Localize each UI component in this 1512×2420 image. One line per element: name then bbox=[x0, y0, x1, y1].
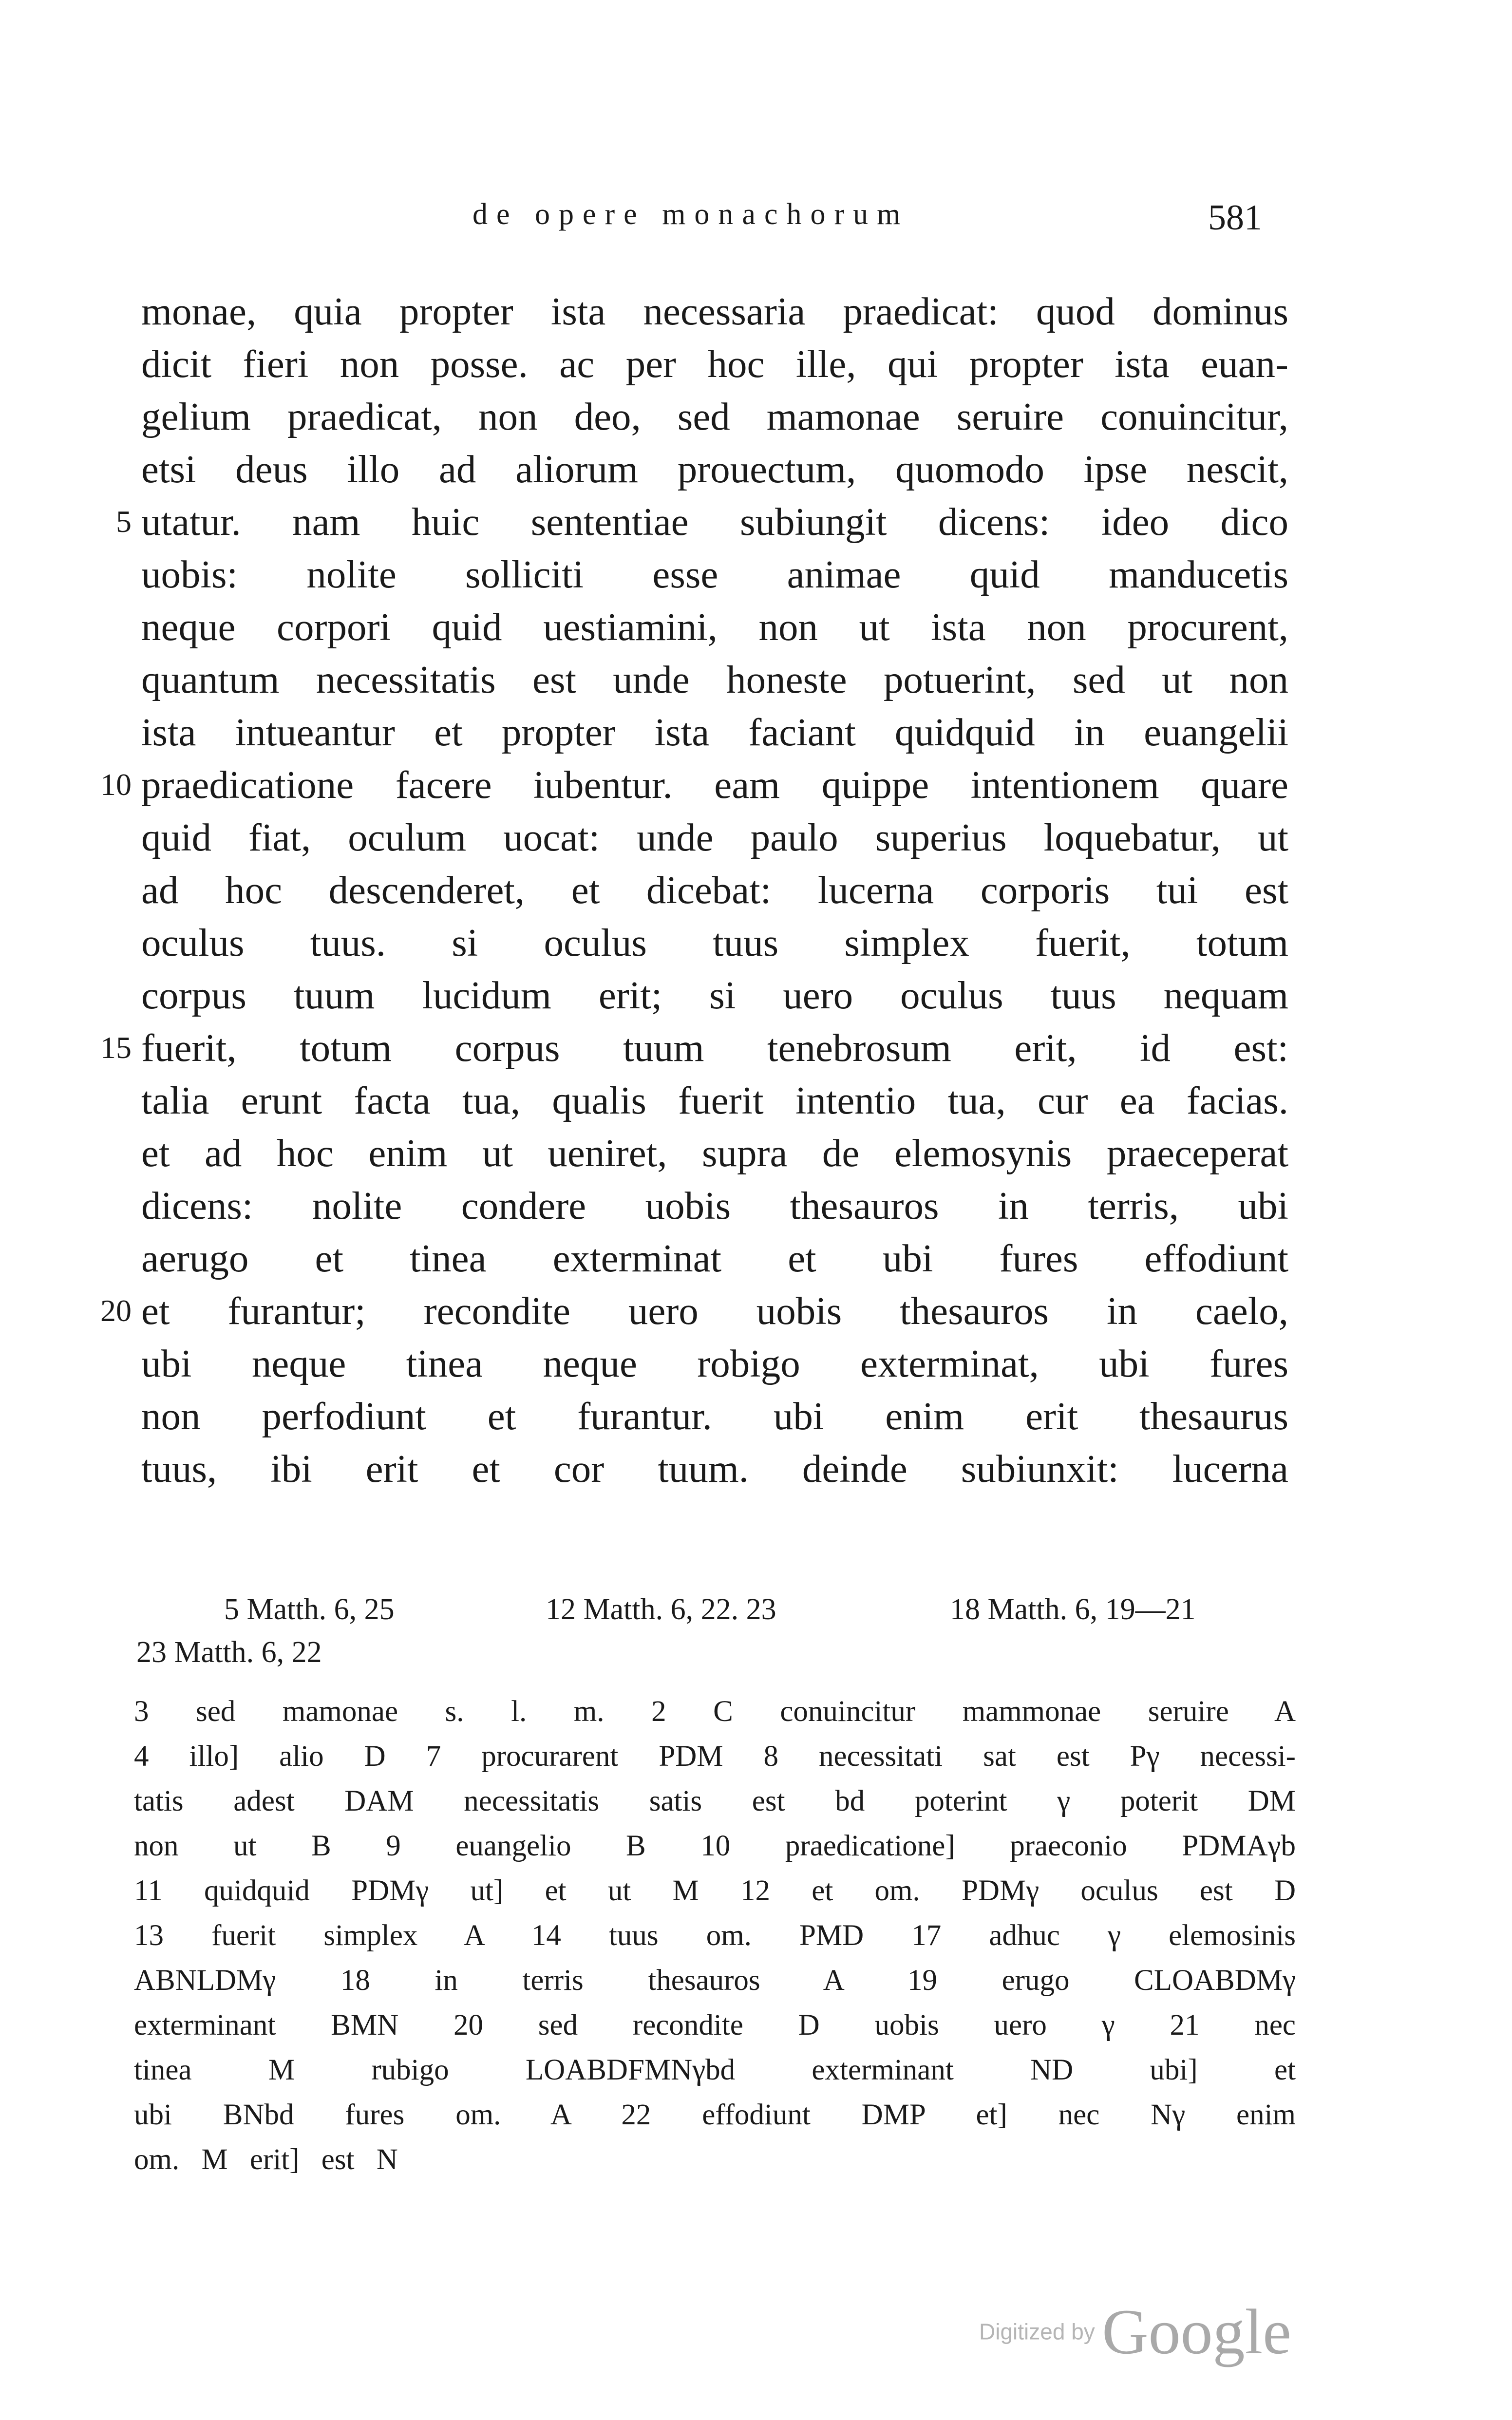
text-line: neque corpori quid uestiamini, non ut ista non procurent, bbox=[141, 605, 1288, 649]
scripture-references bbox=[136, 1588, 1296, 1674]
text-line: et furantur; recondite uero uobis thesauros in caelo, bbox=[141, 1289, 1288, 1333]
apparatus-line: non ut B 9 euangelio B 10 praedicatione] praeconio PDMAγb bbox=[134, 1830, 1296, 1862]
digitized-by-label: Digitized by bbox=[979, 2319, 1095, 2344]
reference: 12 Matth. 6, 22. 23 bbox=[546, 1593, 776, 1626]
text-line: ista intueantur et propter ista faciant quidquid in euangelii bbox=[141, 710, 1288, 754]
reference: 18 Matth. 6, 19—21 bbox=[950, 1593, 1196, 1626]
reference: 5 Matth. 6, 25 bbox=[224, 1593, 395, 1626]
text-line: monae, quia propter ista necessaria praedicat: quod dominus bbox=[141, 289, 1288, 333]
google-logo: Google bbox=[1102, 2296, 1291, 2367]
text-line: quantum necessitatis est unde honeste potuerint, sed ut non bbox=[141, 658, 1288, 701]
apparatus-line: exterminant BMN 20 sed recondite D uobis uero γ 21 nec bbox=[134, 2009, 1296, 2042]
apparatus-line: 3 sed mamonae s. l. m. 2 C conuincitur mammonae seruire A bbox=[134, 1695, 1296, 1728]
text-line: oculus tuus. si oculus tuus simplex fuerit, totum bbox=[141, 921, 1288, 964]
text-line: utatur. nam huic sententiae subiungit dicens: ideo dico bbox=[141, 500, 1288, 544]
reference-row bbox=[136, 1631, 1296, 1674]
apparatus-line: 13 fuerit simplex A 14 tuus om. PMD 17 adhuc γ elemosinis bbox=[134, 1919, 1296, 1952]
line-number: 5 bbox=[116, 504, 132, 539]
apparatus-line: tinea M rubigo LOABDFMNγbd exterminant ND ubi] et bbox=[134, 2054, 1296, 2086]
text-line: dicit fieri non posse. ac per hoc ille, qui propter ista euan- bbox=[141, 342, 1288, 386]
text-line: aerugo et tinea exterminat et ubi fures effodiunt bbox=[141, 1236, 1288, 1280]
text-line: praedicatione facere iubentur. eam quippe intentionem quare bbox=[141, 763, 1288, 807]
text-line: tuus, ibi erit et cor tuum. deinde subiunxit: lucerna bbox=[141, 1447, 1288, 1491]
text-line: fuerit, totum corpus tuum tenebrosum erit, id est: bbox=[141, 1026, 1288, 1070]
apparatus-line: ABNLDMγ 18 in terris thesauros A 19 erugo CLOABDMγ bbox=[134, 1964, 1296, 1997]
text-line: corpus tuum lucidum erit; si uero oculus tuus nequam bbox=[141, 973, 1288, 1017]
apparatus-line: tatis adest DAM necessitatis satis est bd poterint γ poterit DM bbox=[134, 1785, 1296, 1817]
text-line: et ad hoc enim ut ueniret, supra de elemosynis praeceperat bbox=[141, 1131, 1288, 1175]
critical-apparatus bbox=[134, 1689, 1296, 2182]
text-line: uobis: nolite solliciti esse animae quid manducetis bbox=[141, 552, 1288, 596]
apparatus-line: om. M erit] est N bbox=[134, 2143, 398, 2176]
text-line: etsi deus illo ad aliorum prouectum, quomodo ipse nescit, bbox=[141, 447, 1288, 491]
text-line: dicens: nolite condere uobis thesauros in terris, ubi bbox=[141, 1184, 1288, 1228]
apparatus-line: ubi BNbd fures om. A 22 effodiunt DMP et] nec Nγ enim bbox=[134, 2099, 1296, 2131]
text-line: ubi neque tinea neque robigo exterminat, ubi fures bbox=[141, 1342, 1288, 1385]
reference-row bbox=[136, 1588, 1296, 1631]
line-number: 15 bbox=[100, 1030, 132, 1065]
line-number: 10 bbox=[100, 767, 132, 802]
reference: 23 Matth. 6, 22 bbox=[136, 1636, 322, 1669]
text-line: ad hoc descenderet, et dicebat: lucerna corporis tui est bbox=[141, 868, 1288, 912]
page-number: 581 bbox=[1208, 198, 1262, 238]
text-line: talia erunt facta tua, qualis fuerit intentio tua, cur ea facias. bbox=[141, 1078, 1288, 1122]
text-line: quid fiat, oculum uocat: unde paulo superius loquebatur, ut bbox=[141, 815, 1288, 859]
text-line: gelium praedicat, non deo, sed mamonae seruire conuincitur, bbox=[141, 395, 1288, 438]
apparatus-line: 11 quidquid PDMγ ut] et ut M 12 et om. PDMγ oculus est D bbox=[134, 1874, 1296, 1907]
text-line: non perfodiunt et furantur. ubi enim erit thesaurus bbox=[141, 1394, 1288, 1438]
digitization-watermark bbox=[979, 2294, 1291, 2369]
line-number: 20 bbox=[100, 1293, 132, 1328]
apparatus-line: 4 illo] alio D 7 procurarent PDM 8 necessitati sat est Pγ necessi- bbox=[134, 1740, 1296, 1773]
running-title: de opere monachorum bbox=[472, 198, 909, 231]
